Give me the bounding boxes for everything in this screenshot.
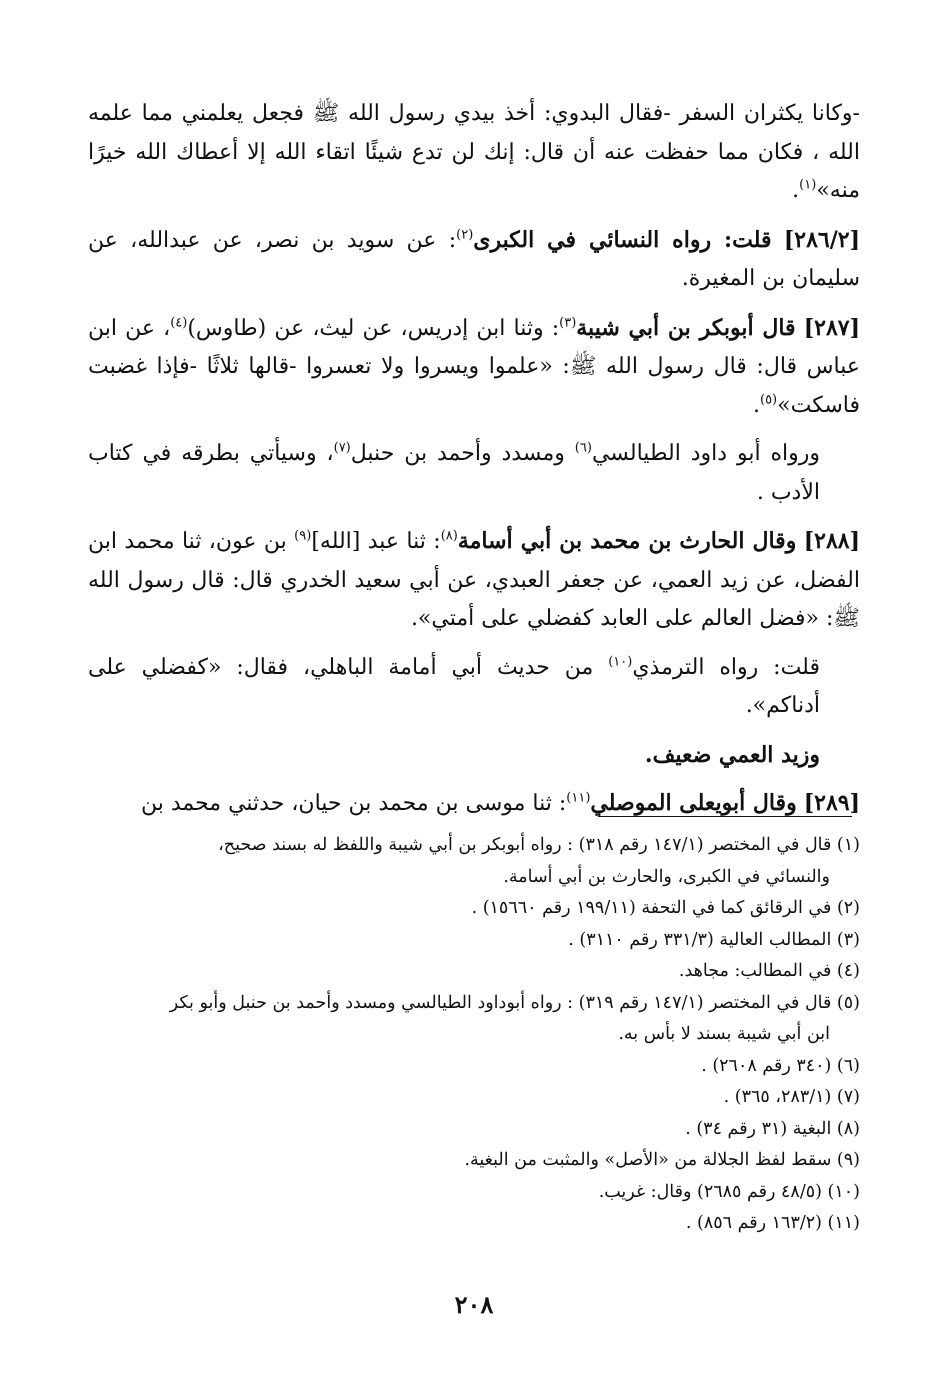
text: ، وسيأتي بطرقه في كتاب الأدب . [88,441,820,505]
paragraph-1 [88,95,860,211]
footnote-ref: (١١) [566,790,591,806]
text: . [752,392,760,418]
source-lead: وقال الحارث بن محمد بن أبي أسامة [457,528,797,554]
hadith-number: [٢٨٧] [803,314,860,341]
footnote-6: (٦) (٣٤٠ رقم ٢٦٠٨) . [701,1055,860,1076]
paragraph-grading: وزيد العمي ضعيف. [644,741,820,768]
hadith-number: [٢٨٦/٢] [783,226,860,253]
footnote-1 [88,830,860,893]
text: -وكانا يكثران السفر -فقال البدوي: أخذ بيدي رسول الله ﷺ فجعل يعلمني مما علمه الله ، فكان مما حفظت عنه أن قال: إنك لن تدع شيئًا اتقاء الله إلا أعطاك الله خيرًا منه» [88,101,860,203]
text: من حديث أبي أمامة الباهلي، فقال: «كفضلي على أدناكم». [88,654,820,718]
text: ومسدد وأحمد بن حنبل [350,441,575,466]
text: : وثنا ابن إدريس، عن ليث، عن (طاوس) [187,315,560,341]
source-lead: قلت: رواه النسائي في الكبرى [473,226,772,253]
text: : ثنا موسى بن محمد بن حيان، حدثني محمد بن [140,791,567,816]
footnote-ref: (١٠) [608,654,633,670]
text: بن عون، ثنا محمد ابن الفضل، عن زيد العمي، عن جعفر العبدي، عن أبي سعيد الخدري قال: قال رسول الله ﷺ: «فضل العالم على العابد كفضلي على أمتي». [88,529,860,631]
footnote-continuation: ابن أبي شيبة بسند لا بأس به. [618,1024,830,1044]
footnote-9: (٩) سقط لفظ الجلالة من «الأصل» والمثبت من البغية. [464,1150,860,1170]
footnote-ref: (١) [799,177,817,193]
footnote-text: (١) قال في المختصر (١٤٧/١ رقم ٣١٨) : رواه أبوبكر بن أبي شيبة واللفظ له بسند صحيح، [218,835,860,855]
footnote-4: (٤) في المطالب: مجاهد. [678,961,860,981]
text: : عن سويد بن نصر، عن عبدالله، عن سليمان بن المغيرة. [88,227,860,291]
text: قلت: رواه الترمذي [632,654,820,680]
paragraph-288 [88,522,860,639]
source-lead: وقال أبويعلى الموصلي [590,790,797,816]
footnote-2: (٢) في الرقائق كما في التحفة (١٩٩/١١ رقم ١٥٦٦٠) . [471,898,860,918]
paragraph-tirmidhi-note [88,649,860,726]
text: . [792,178,800,203]
footnote-ref: (٢) [456,227,474,243]
footnote-10: (١٠) (٤٨/٥ رقم ٢٦٨٥) وقال: غريب. [598,1181,860,1202]
footnote-ref: (٩) [294,528,312,544]
footnote-3: (٣) المطالب العالية (٣٣١/٣ رقم ٣١١٠) . [568,929,860,950]
paragraph-narration-note [88,435,860,512]
footnote-ref: (٥) [759,392,778,408]
footnote-ref: (٦) [574,440,592,456]
footnotes [88,830,860,1240]
footnote-11: (١١) (١٦٣/٢ رقم ٨٥٦) . [685,1213,860,1233]
footnote-ref: (٧) [333,440,351,456]
footnote-5 [88,988,860,1051]
page-number: ٢٠٨ [454,1290,494,1319]
footnote-continuation: والنسائي في الكبرى، والحارث بن أبي أسامة. [503,866,830,887]
footnote-ref: (٨) [440,528,458,544]
paragraph-289 [88,784,860,824]
text: ، عن ابن عباس قال: قال رسول الله ﷺ: «علموا ويسروا ولا تعسروا -قالها ثلاثًا -فإذا غضبت فاسكت» [88,315,860,418]
footnote-text: (٥) قال في المختصر (١٤٧/١ رقم ٣١٩) : رواه أبوداود الطيالسي ومسدد وأحمد بن حنبل وأبو بكر [169,992,860,1013]
paragraph-287 [88,309,860,426]
footnote-divider [598,816,852,817]
paragraph-286 [88,221,860,299]
main-text [88,95,860,834]
footnote-ref: (٤) [170,315,188,331]
text: ورواه أبو داود الطيالسي [591,441,820,466]
footnote-8: (٨) البغية (٣١ رقم ٣٤) . [685,1118,860,1139]
hadith-number: [٢٨٩] [803,790,860,816]
footnote-7: (٧) (٢٨٣/١، ٣٦٥) . [723,1087,860,1107]
source-lead: قال أبوبكر بن أبي شيبة [576,314,796,341]
hadith-number: [٢٨٨] [803,528,860,554]
text: : ثنا عبد [الله] [311,529,441,554]
footnote-ref: (٣) [559,315,577,331]
